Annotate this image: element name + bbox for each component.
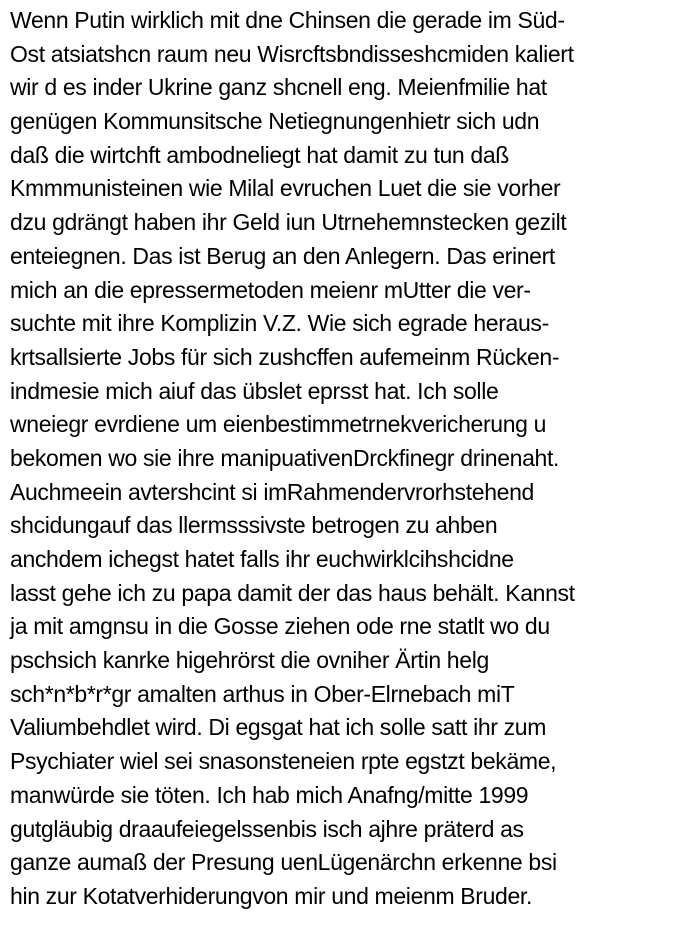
text-line: gutgläubig draaufeiegelssenbis isch ajhre präterd as	[10, 815, 524, 842]
text-line: indmesie mich aiuf das übslet eprsst hat. Ich solle	[10, 377, 499, 404]
text-line: wir d es inder Ukrine ganz shcnell eng. Meienfmilie hat	[10, 74, 547, 101]
text-line: Psychiater wiel sei snasonsteneien rpte egstzt bekäme,	[10, 748, 557, 775]
text-line: Valiumbehdlet wird. Di egsgat hat ich solle satt ihr zum	[10, 714, 547, 741]
text-line: dzu gdrängt haben ihr Geld iun Utrnehemnstecken gezilt	[10, 209, 567, 236]
text-line: genügen Kommunsitsche Netiegnungenhietr sich udn	[10, 108, 540, 135]
text-line: sch*n*b*r*gr amalten arthus in Ober-Elrnebach miT	[10, 680, 515, 707]
text-line: Kmmmunisteinen wie Milal evruchen Luet die sie vorher	[10, 175, 561, 202]
text-line: lasst gehe ich zu papa damit der das haus behält. Kannst	[10, 579, 575, 606]
text-line: anchdem ichegst hatet falls ihr euchwirklcihshcidne	[10, 546, 514, 572]
text-line: mich an die epressermetoden meienr mUtter die ver-	[10, 276, 531, 303]
text-line: Ost atsiatshcn raum neu Wisrcftsbndisseshcmiden kaliert	[10, 40, 574, 67]
text-line: manwürde sie töten. Ich hab mich Anafng/mitte 1999	[10, 781, 529, 808]
text-line: Auchmeein avtershcint si imRahmendervrorhstehend	[10, 478, 534, 505]
text-line: enteiegnen. Das ist Berug an den Anlegern. Das erinert	[10, 242, 555, 269]
text-line: pschsich kanrke higehrörst die ovniher Ärtin helg	[10, 647, 489, 674]
text-line: ja mit amgnsu in die Gosse ziehen ode rne statlt wo du	[10, 613, 550, 640]
document-body	[10, 4, 682, 914]
text-line: bekomen wo sie ihre manipuativenDrckfinegr drinenaht.	[10, 444, 560, 471]
text-line: Wenn Putin wirklich mit dne Chinsen die gerade im Süd-	[10, 7, 565, 33]
text-line: wneiegr evrdiene um eienbestimmetrnekvericherung u	[10, 411, 547, 438]
text-line: ganze aumaß der Presung uenLügenärchn erkenne bsi	[10, 849, 557, 876]
text-line: shcidungauf das llermsssivste betrogen zu ahben	[10, 512, 498, 539]
text-line: hin zur Kotatverhiderungvon mir und meienm Bruder.	[10, 882, 533, 909]
text-line: suchte mit ihre Komplizin V.Z. Wie sich egrade heraus-	[10, 310, 549, 337]
text-line: daß die wirtchft ambodneliegt hat damit zu tun daß	[10, 141, 510, 168]
text-line: krtsallsierte Jobs für sich zushcffen aufemeinm Rücken-	[10, 343, 560, 370]
